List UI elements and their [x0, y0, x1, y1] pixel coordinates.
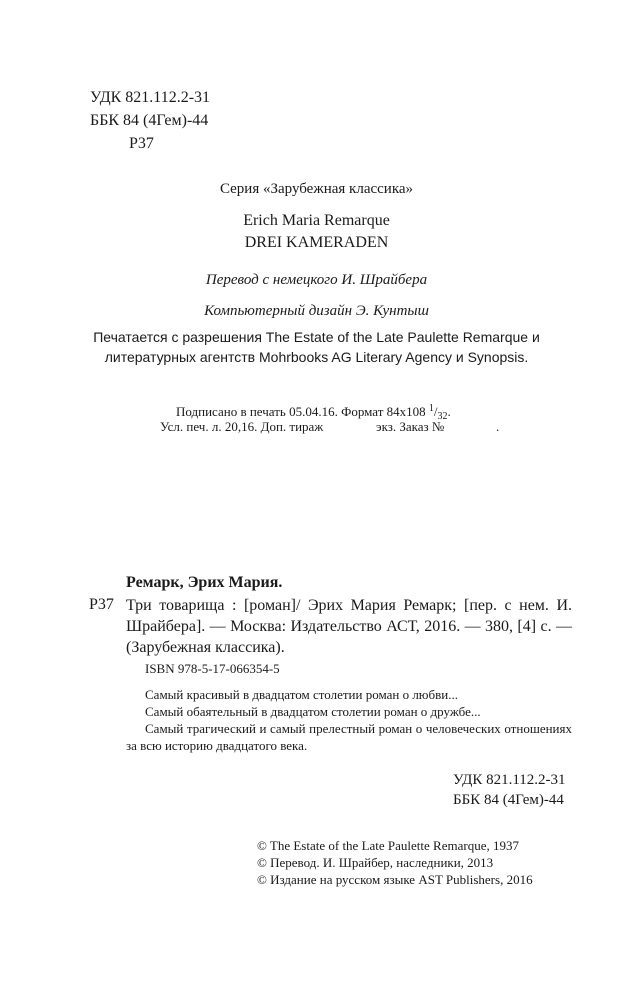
- translation-credit: Перевод с немецкого И. Шрайбера: [205, 272, 428, 288]
- author-sign: Р37: [129, 135, 154, 152]
- copyright-original: © The Estate of the Late Paulette Remarque, 1937: [257, 838, 519, 853]
- annotation-line-2: Самый обаятельный в двадцатом столетии роман о дружбе...: [145, 704, 481, 719]
- format-end: .: [447, 404, 451, 419]
- format-denominator: 32: [437, 411, 448, 422]
- catalog-udk: УДК 821.112.2-31: [453, 772, 566, 788]
- catalog-author: Ремарк, Эрих Мария.: [126, 574, 283, 591]
- annotation-paragraph: Самый трагический и самый прелестный роман о человеческих отношениях за всю историю двадцатого века.: [126, 721, 572, 753]
- isbn: ISBN 978-5-17-066354-5: [145, 661, 280, 676]
- print-run-text: Усл. печ. л. 20,16. Доп. тираж: [160, 419, 324, 434]
- order-text: экз. Заказ №: [376, 419, 445, 434]
- permission-line-2: литературных агентств Mohrbooks AG Literary Agency и Synopsis.: [104, 349, 529, 365]
- format-slash: /: [433, 404, 438, 419]
- bbk-code: ББК 84 (4Гем)-44: [90, 112, 209, 129]
- copyright-edition: © Издание на русском языке AST Publishers, 2016: [257, 872, 533, 887]
- order-end: .: [496, 419, 500, 434]
- catalog-sign: Р37: [89, 596, 114, 613]
- udk-code: УДК 821.112.2-31: [90, 89, 211, 106]
- series-title: Серия «Зарубежная классика»: [219, 181, 414, 197]
- catalog-bbk: ББК 84 (4Гем)-44: [453, 792, 564, 808]
- print-run-line: [160, 418, 500, 435]
- copyright-translation: © Перевод. И. Шрайбер, наследники, 2013: [257, 855, 494, 870]
- print-signed-text: Подписано в печать 05.04.16. Формат 84х108: [176, 404, 426, 419]
- permission-line-1: Печатается с разрешения The Estate of the Late Paulette Remarque и: [93, 329, 540, 345]
- catalog-description: Три товарища : [роман]/ Эрих Мария Ремарк; [пер. с нем. И. Шрайбера]. — Москва: Издательство АСТ, 2016. — 380, [4] с. — (Зарубежная классика).: [126, 597, 572, 656]
- original-title: DREI KAMERADEN: [244, 234, 389, 251]
- design-credit: Компьютерный дизайн Э. Кунтыш: [204, 303, 429, 319]
- annotation-line-1: Самый красивый в двадцатом столетии роман о любви...: [145, 687, 458, 702]
- original-author: Erich Maria Remarque: [243, 212, 390, 229]
- format-numerator: 1: [428, 403, 434, 414]
